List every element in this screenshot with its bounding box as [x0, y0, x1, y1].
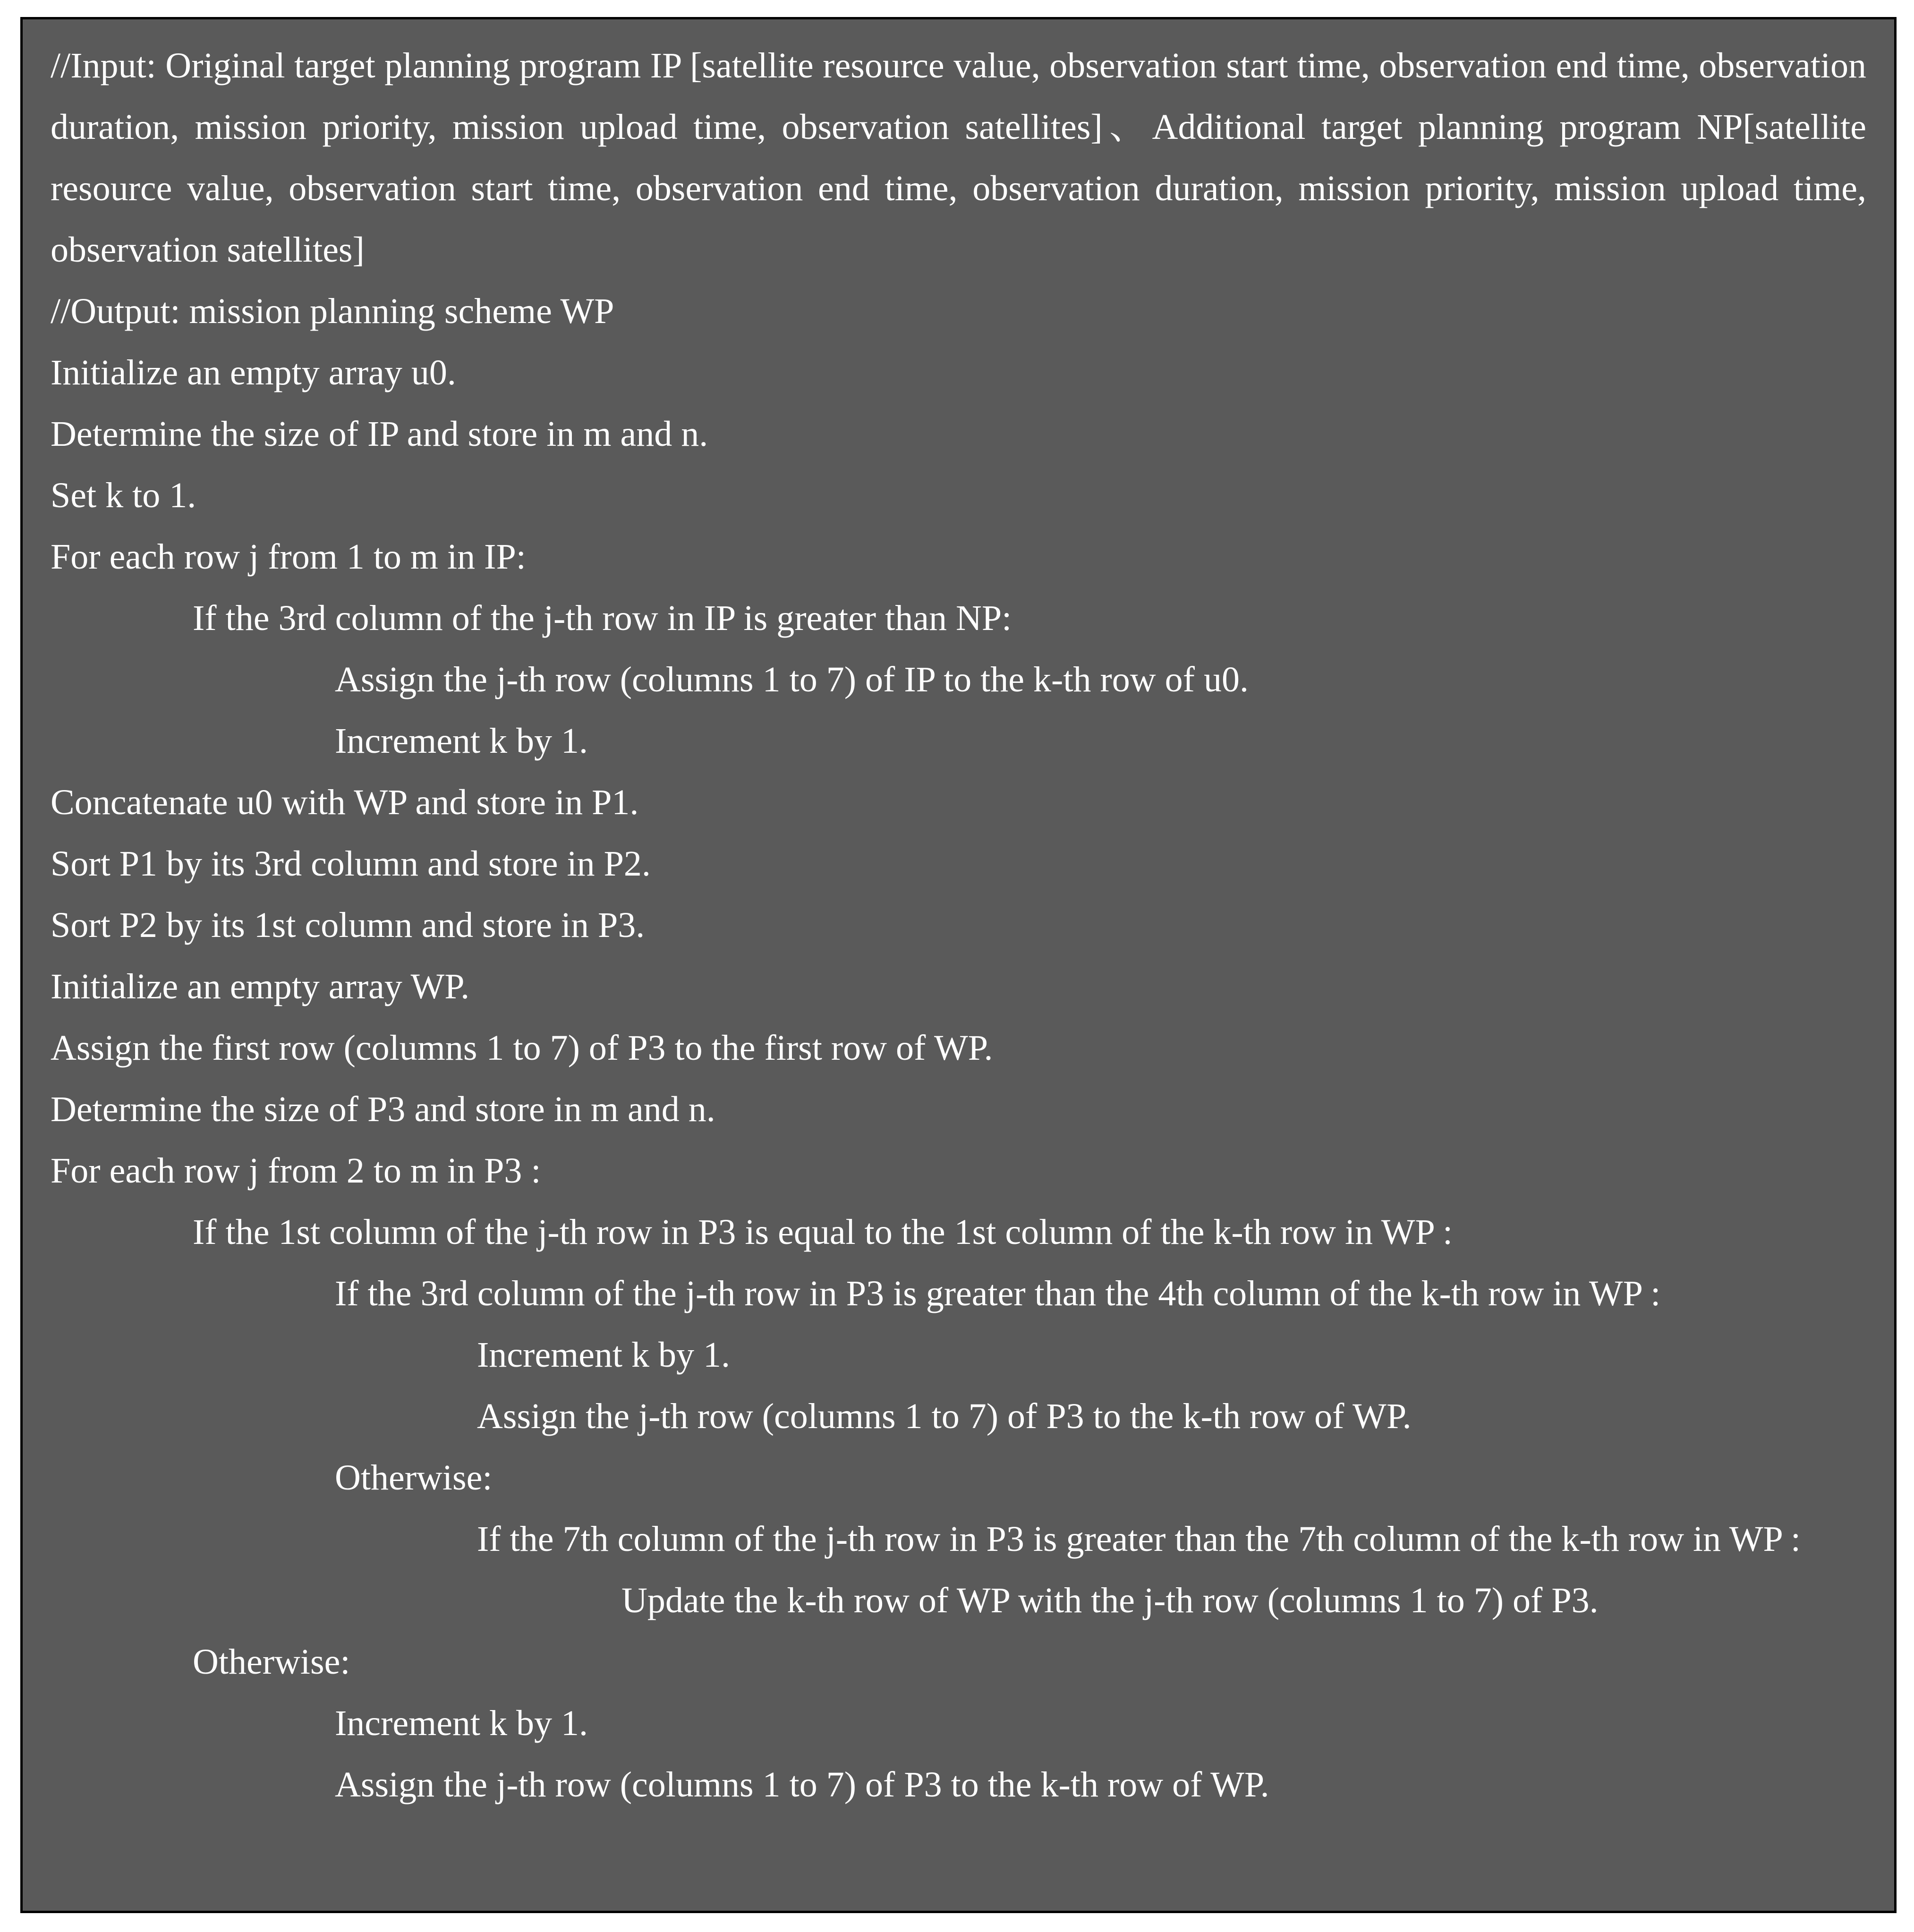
step-line: Determine the size of IP and store in m and n. [51, 414, 708, 454]
step-line: Assign the first row (columns 1 to 7) of P3 to the first row of WP. [51, 1028, 993, 1068]
step-line: Initialize an empty array WP. [51, 967, 470, 1006]
step-line: If the 7th column of the j-th row in P3 is greater than the 7th column of the k-th row in WP : [477, 1519, 1801, 1559]
step-line: Initialize an empty array u0. [51, 353, 456, 392]
step-line: Otherwise: [193, 1642, 350, 1682]
step-line: Determine the size of P3 and store in m and n. [51, 1089, 715, 1129]
algorithm-input: //Input: Original target planning program IP [satellite resource value, observation start time, observation end time, observation duration, mission priority, mission upload time, observation satellites]、Additional target planning program NP[satellite resource value, observation start time, observation end time, observation duration, mission priority, mission upload time, observation satellites] [51, 46, 1866, 270]
step-line: Increment k by 1. [335, 1703, 588, 1743]
step-line: If the 3rd column of the j-th row in IP is greater than NP: [193, 598, 1012, 638]
step-line: If the 1st column of the j-th row in P3 is equal to the 1st column of the k-th row in WP : [193, 1212, 1453, 1252]
algorithm-box [20, 17, 1897, 1913]
step-line: Update the k-th row of WP with the j-th row (columns 1 to 7) of P3. [621, 1581, 1599, 1620]
step-line: For each row j from 2 to m in P3 : [51, 1151, 541, 1191]
step-line: Sort P2 by its 1st column and store in P3. [51, 905, 645, 945]
step-line: Otherwise: [335, 1458, 493, 1498]
step-line: Sort P1 by its 3rd column and store in P2. [51, 844, 651, 884]
algorithm-output: //Output: mission planning scheme WP [51, 291, 614, 331]
step-line: For each row j from 1 to m in IP: [51, 537, 526, 577]
step-line: Assign the j-th row (columns 1 to 7) of P3 to the k-th row of WP. [335, 1765, 1269, 1804]
step-line: Set k to 1. [51, 476, 196, 515]
step-line: Assign the j-th row (columns 1 to 7) of P3 to the k-th row of WP. [477, 1396, 1412, 1436]
step-line: If the 3rd column of the j-th row in P3 is greater than the 4th column of the k-th row in WP : [335, 1274, 1661, 1313]
step-line: Increment k by 1. [335, 721, 588, 761]
algorithm-content [51, 35, 1866, 1815]
step-line: Concatenate u0 with WP and store in P1. [51, 783, 639, 822]
step-line: Assign the j-th row (columns 1 to 7) of IP to the k-th row of u0. [335, 660, 1249, 699]
step-line: Increment k by 1. [477, 1335, 731, 1375]
